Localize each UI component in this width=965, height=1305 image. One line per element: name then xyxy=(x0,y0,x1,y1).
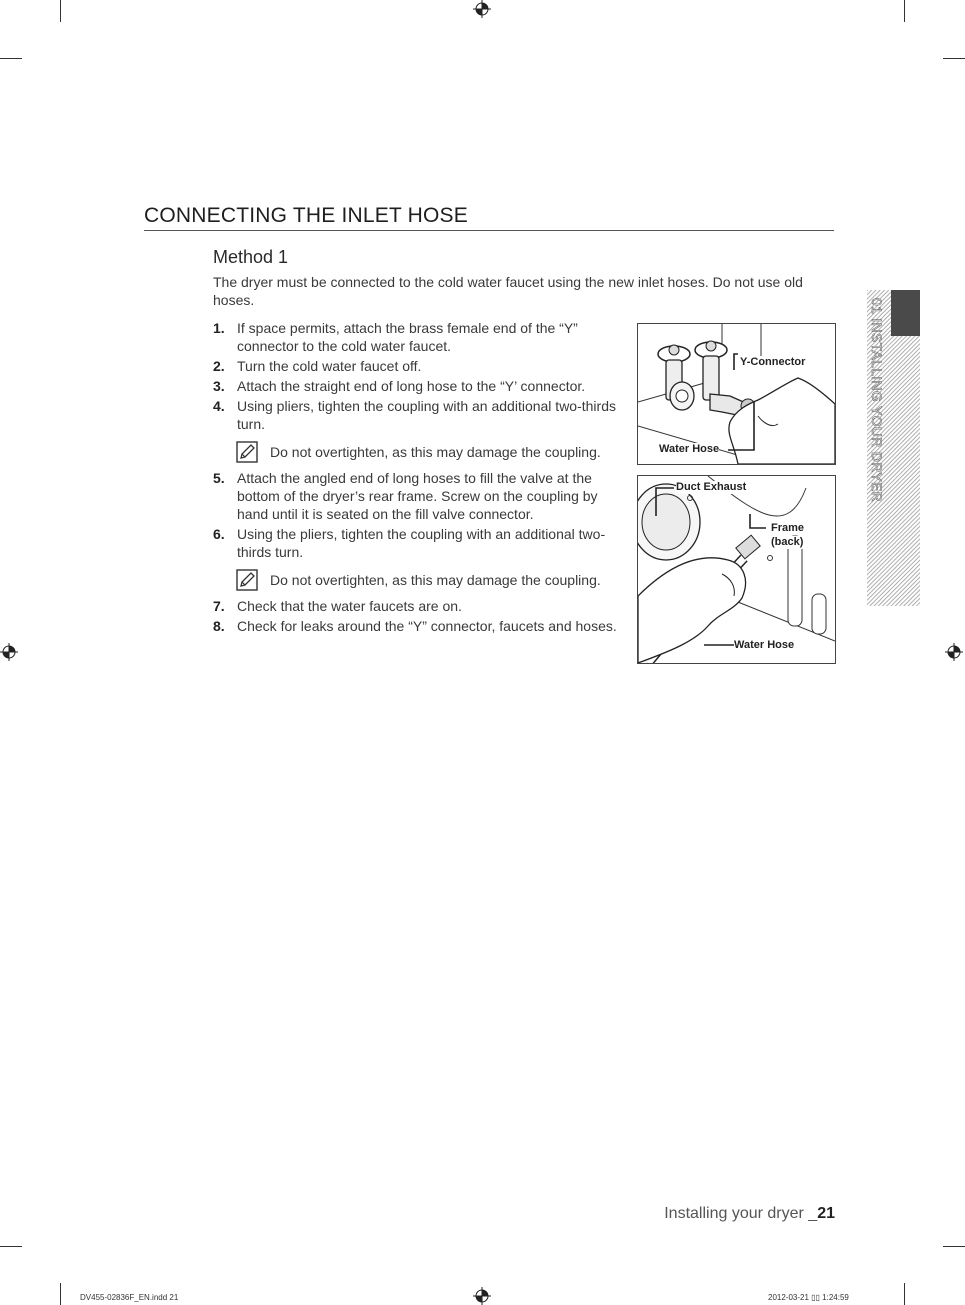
list-item xyxy=(213,357,623,375)
step-text: Using pliers, tighten the coupling with an additional two-thirds turn. xyxy=(237,398,616,432)
step-text: Check for leaks around the “Y” connector, faucets and hoses. xyxy=(237,618,617,634)
label-duct-exhaust: Duct Exhaust xyxy=(676,481,747,493)
registration-mark-icon xyxy=(945,643,963,661)
step-number: 7. xyxy=(213,598,225,614)
intro-paragraph: The dryer must be connected to the cold water faucet using the new inlet hoses. Do not use old hoses. xyxy=(213,274,803,308)
crop-mark xyxy=(943,58,965,59)
note-pencil-icon xyxy=(236,441,258,463)
step-text: Turn the cold water faucet off. xyxy=(237,358,422,374)
crop-mark xyxy=(60,1283,61,1305)
label-y-connector: Y-Connector xyxy=(740,356,806,368)
print-slug-timestamp: 2012-03-21 ▯▯ 1:24:59 xyxy=(768,1293,849,1302)
step-list xyxy=(213,319,623,637)
note xyxy=(213,569,623,591)
list-item xyxy=(213,597,623,615)
note xyxy=(213,441,623,463)
footer-text: Installing your dryer _ xyxy=(664,1205,818,1222)
list-item xyxy=(213,525,623,561)
dryer-rear-illustration xyxy=(638,476,835,663)
step-number: 8. xyxy=(213,618,225,634)
page-footer xyxy=(664,1205,835,1223)
label-frame: Frame xyxy=(771,522,805,534)
step-number: 2. xyxy=(213,358,225,374)
label-frame-back: (back) xyxy=(771,536,804,548)
crop-mark xyxy=(943,1246,965,1247)
figure-dryer-rear xyxy=(637,475,836,664)
method-title: Method 1 xyxy=(213,247,289,267)
list-item xyxy=(213,469,623,523)
crop-mark xyxy=(60,0,61,22)
crop-mark xyxy=(0,58,22,59)
step-number: 3. xyxy=(213,378,225,394)
registration-mark-icon xyxy=(0,643,18,661)
crop-mark xyxy=(904,0,905,22)
print-slug-file: DV455-02836F_EN.indd 21 xyxy=(80,1293,179,1302)
step-number: 4. xyxy=(213,398,225,414)
label-water-hose: Water Hose xyxy=(659,443,720,455)
step-text: Check that the water faucets are on. xyxy=(237,598,462,614)
section-title: CONNECTING THE INLET HOSE xyxy=(144,204,834,231)
step-number: 5. xyxy=(213,470,225,486)
crop-mark xyxy=(0,1246,22,1247)
chapter-tab-label: 01 INSTALLING YOUR DRYER xyxy=(869,298,885,503)
list-item xyxy=(213,377,623,395)
list-item xyxy=(213,617,623,635)
step-number: 1. xyxy=(213,320,225,336)
registration-mark-icon xyxy=(473,0,491,18)
page-number: 21 xyxy=(817,1205,835,1222)
label-water-hose: Water Hose xyxy=(734,639,795,651)
figure-y-connector xyxy=(637,323,836,465)
step-text: Using the pliers, tighten the coupling with an additional two-thirds turn. xyxy=(237,526,606,560)
crop-mark xyxy=(904,1283,905,1305)
note-pencil-icon xyxy=(236,569,258,591)
step-text: If space permits, attach the brass female end of the “Y” connector to the cold water faucet. xyxy=(237,320,578,354)
list-item xyxy=(213,397,623,433)
note-text: Do not overtighten, as this may damage the coupling. xyxy=(270,572,601,588)
list-item xyxy=(213,319,623,355)
step-text: Attach the angled end of long hoses to fill the valve at the bottom of the dryer’s rear frame. Screw on the coupling by hand until it is seated on the fill valve connector. xyxy=(237,470,598,522)
step-number: 6. xyxy=(213,526,225,542)
step-text: Attach the straight end of long hose to the “Y’ connector. xyxy=(237,378,586,394)
note-text: Do not overtighten, as this may damage the coupling. xyxy=(270,444,601,460)
registration-mark-icon xyxy=(473,1287,491,1305)
